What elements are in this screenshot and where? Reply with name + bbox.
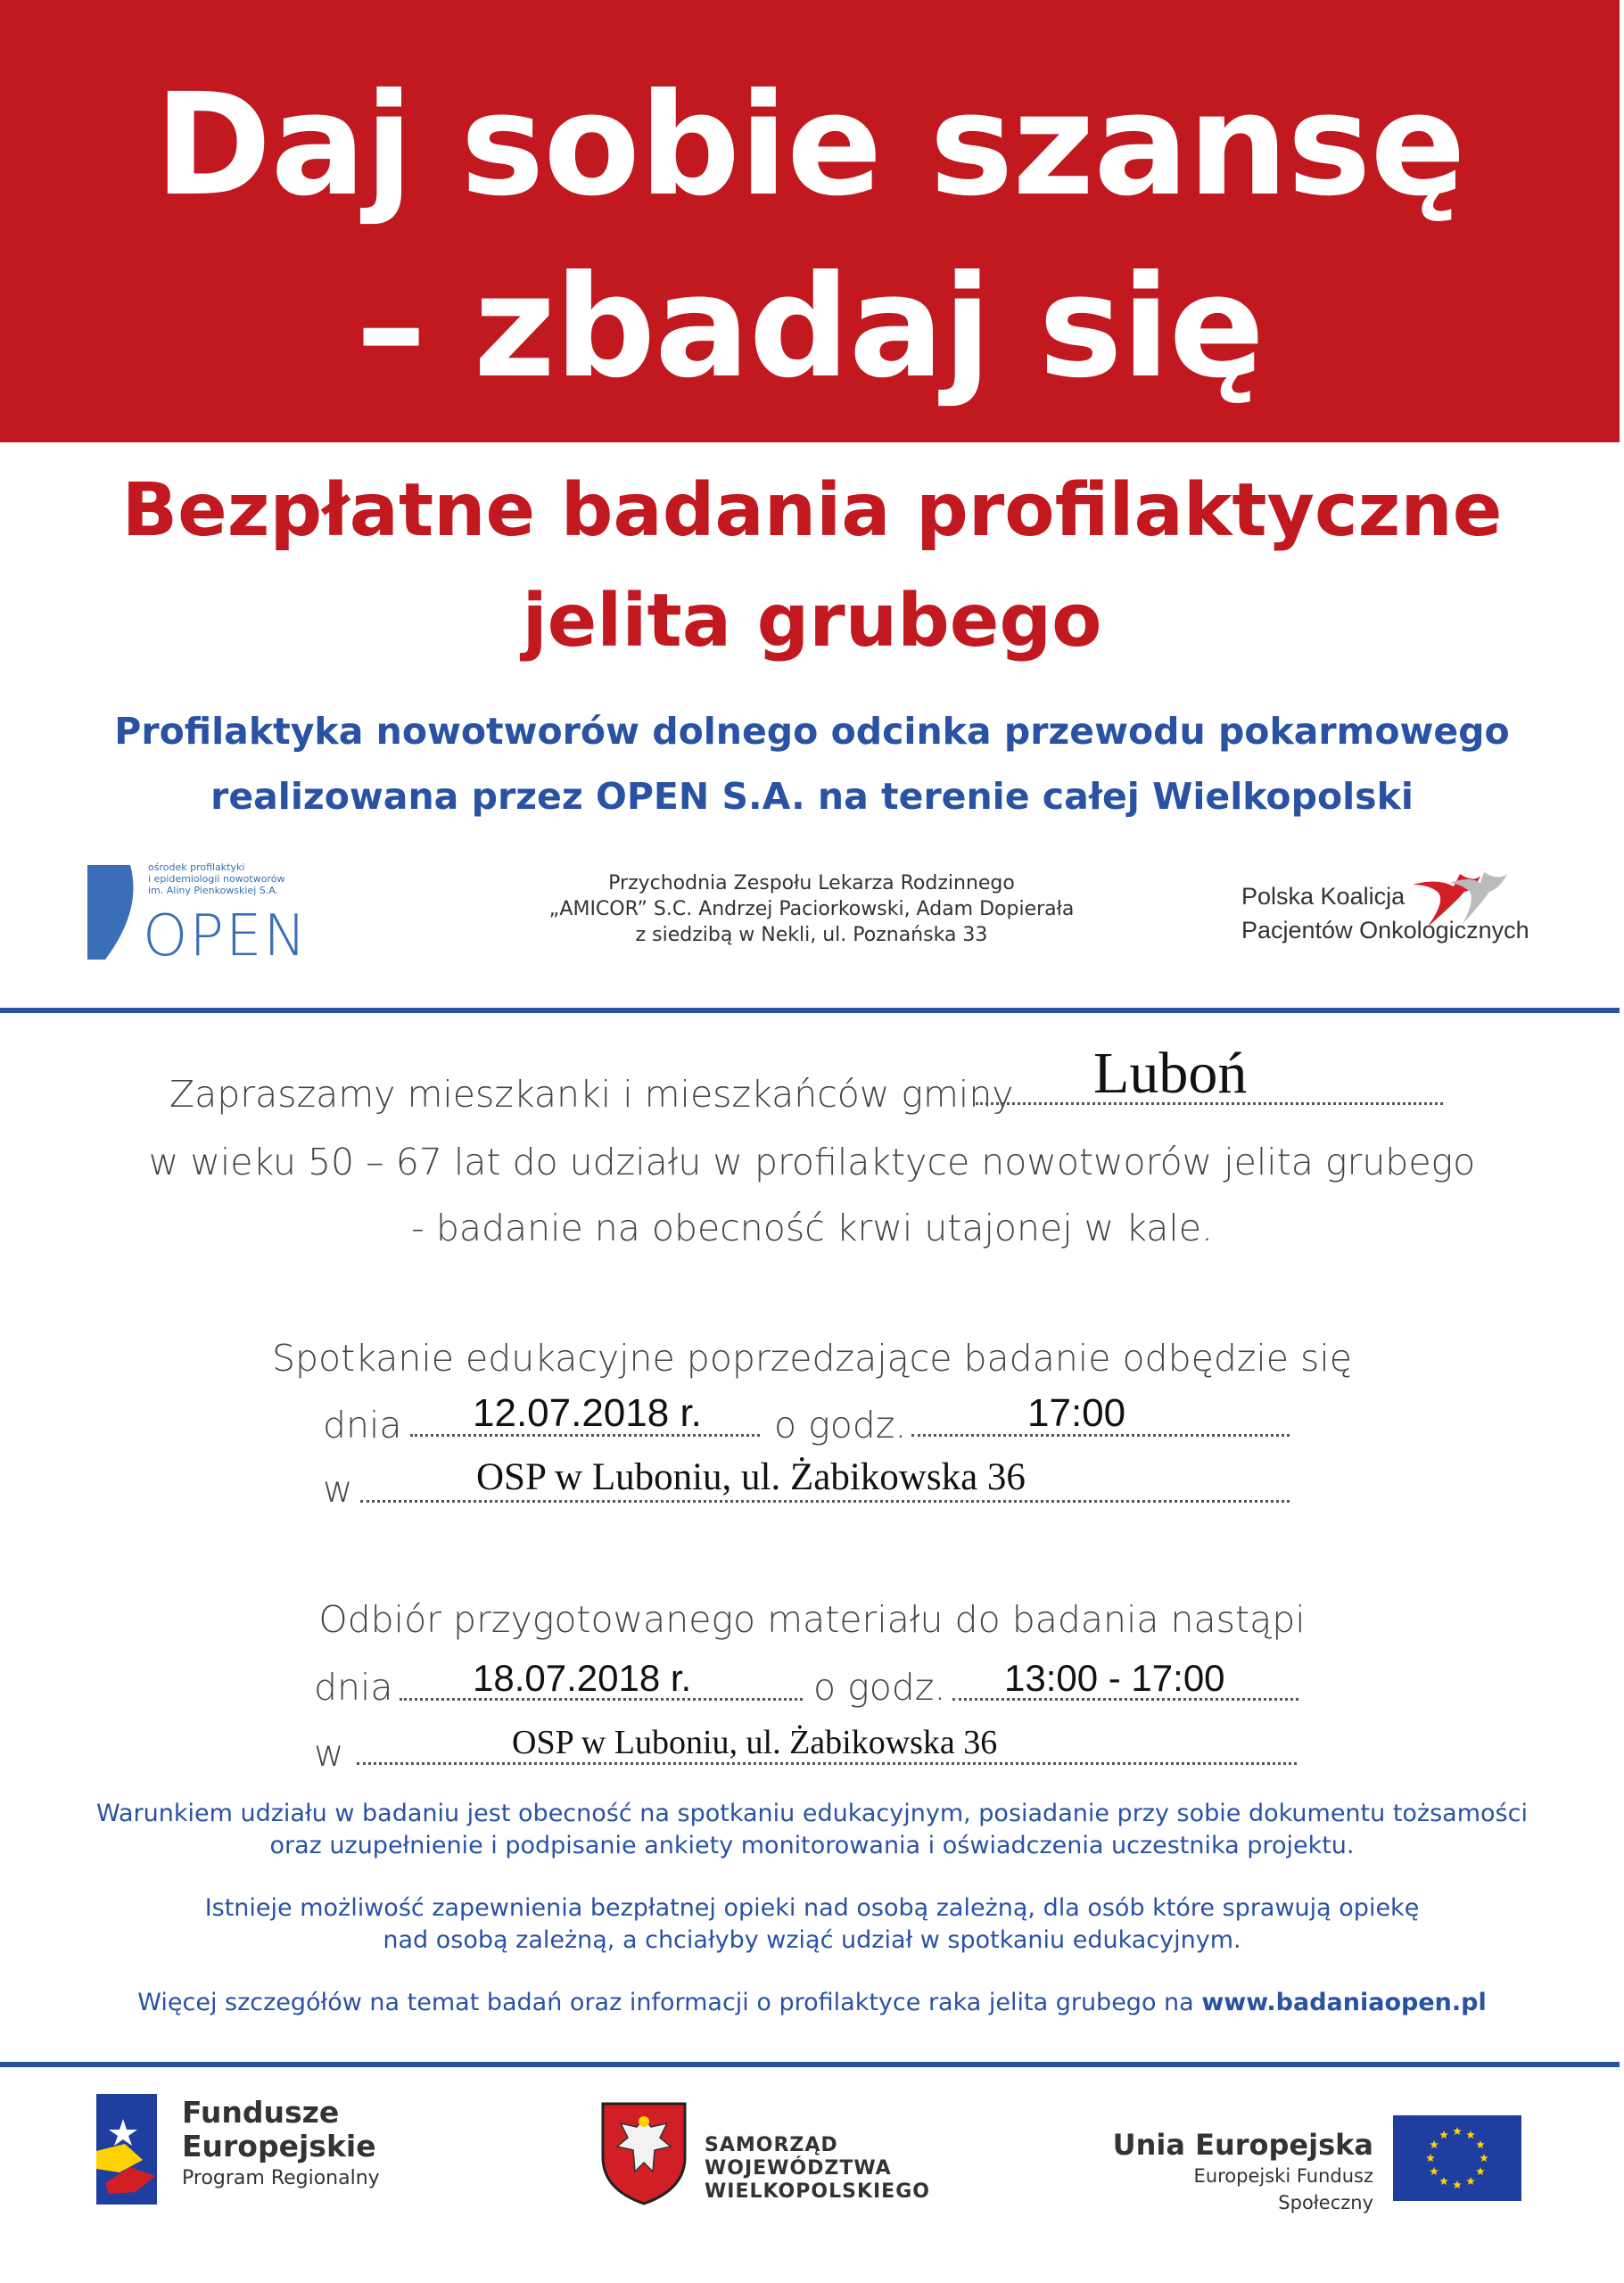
open-logo-caption: ośrodek profilaktyki i epidemiologii nowotworów im. Aliny Pienkowskiej S.A. (148, 861, 285, 896)
care-note: Istnieje możliwość zapewnienia bezpłatnej opieki nad osobą zależną, dla osób które sprawują opiekę nad osobą zależną, a chciałyby wziąć udział w spotkaniu edukacyjnym. (204, 1894, 1420, 1954)
meeting-dnia-label: dnia (323, 1404, 402, 1446)
meeting-date-value: 12.07.2018 r. (473, 1391, 702, 1435)
subtitle-line-2: realizowana przez OPEN S.A. na terenie całej Wielkopolski (210, 775, 1414, 818)
meeting-heading: Spotkanie edukacyjne poprzedzające badanie odbędzie się (271, 1337, 1352, 1380)
open-logo-icon (87, 865, 143, 963)
header-line-1: Daj sobie szansę (154, 63, 1465, 227)
divider-top (0, 1008, 1620, 1013)
pickup-place-value: OSP w Luboniu, ul. Żabikowska 36 (512, 1724, 998, 1761)
gmina-value: Luboń (1093, 1041, 1248, 1106)
condition-note: Warunkiem udziału w badaniu jest obecność na spotkaniu edukacyjnym, posiadanie przy sobie dokumentu tożsamości oraz uzupełnienie i podpisanie ankiety monitorowania i oświadczenia uczestnika projektu. (96, 1800, 1528, 1859)
pickup-heading: Odbiór przygotowanego materiału do badania nastąpi (318, 1598, 1306, 1641)
open-logo (87, 861, 346, 969)
pickup-godz-label: o godz. (813, 1666, 946, 1709)
meeting-godz-label: o godz. (774, 1404, 907, 1446)
pickup-place-dotted-line (357, 1762, 1297, 1765)
pickup-w-label: w (314, 1732, 344, 1775)
samorzad-logo: SAMORZĄD WOJEWÓDZTWA WIELKOPOLSKIEGO (599, 2100, 992, 2211)
meeting-place-value: OSP w Luboniu, ul. Żabikowska 36 (476, 1456, 1026, 1498)
meeting-time-value: 17:00 (1027, 1391, 1126, 1435)
invite-line-3: - badanie na obecność krwi utajonej w kale. (411, 1207, 1213, 1249)
pickup-time-value: 13:00 - 17:00 (1004, 1657, 1225, 1699)
eu-text: Unia Europejska Europejski Fundusz Społeczny (1112, 2128, 1373, 2213)
more-info-note: Więcej szczegółów na temat badań oraz informacji o profilaktyce raka jelita grubego na www.badaniaopen.pl (137, 1989, 1487, 2016)
coat-of-arms-icon (599, 2100, 688, 2205)
invite-line-1: Zapraszamy mieszkanki i mieszkańców gminy (169, 1073, 1014, 1116)
meeting-place-dotted-line (360, 1500, 1290, 1503)
pickup-date-value: 18.07.2018 r. (473, 1657, 692, 1699)
divider-bottom (0, 2062, 1620, 2067)
header-banner (0, 0, 1620, 442)
coalition-logo-text: Polska Koalicja Pacjentów Onkologicznych (1241, 883, 1529, 944)
eu-flag-icon (1393, 2115, 1521, 2201)
subtitle-line-1: Profilaktyka nowotworów dolnego odcinka przewodu pokarmowego (114, 710, 1510, 753)
title-line-1: Bezpłatne badania profilaktyczne (121, 468, 1503, 553)
swallow-icon (1411, 865, 1518, 936)
header-line-2: – zbadaj się (356, 245, 1264, 409)
pickup-dnia-label: dnia (314, 1666, 393, 1709)
title-line-2: jelita grubego (522, 579, 1102, 663)
fundusze-europejskie-logo: Fundusze Europejskie Program Regionalny (93, 2094, 396, 2205)
invite-line-2: w wieku 50 – 67 lat do udziału w profilaktyce nowotworów jelita grubego (148, 1141, 1476, 1183)
website-link[interactable]: www.badaniaopen.pl (1201, 1989, 1487, 2016)
meeting-w-label: w (323, 1468, 353, 1511)
fundusze-europejskie-icon (93, 2094, 164, 2205)
clinic-info: Przychodnia Zespołu Lekarza Rodzinnego „AMICOR” S.C. Andrzej Paciorkowski, Adam Dopierała z siedzibą w Nekli, ul. Poznańska 33 (548, 872, 1075, 946)
open-logo-word: OPEN (143, 903, 309, 969)
